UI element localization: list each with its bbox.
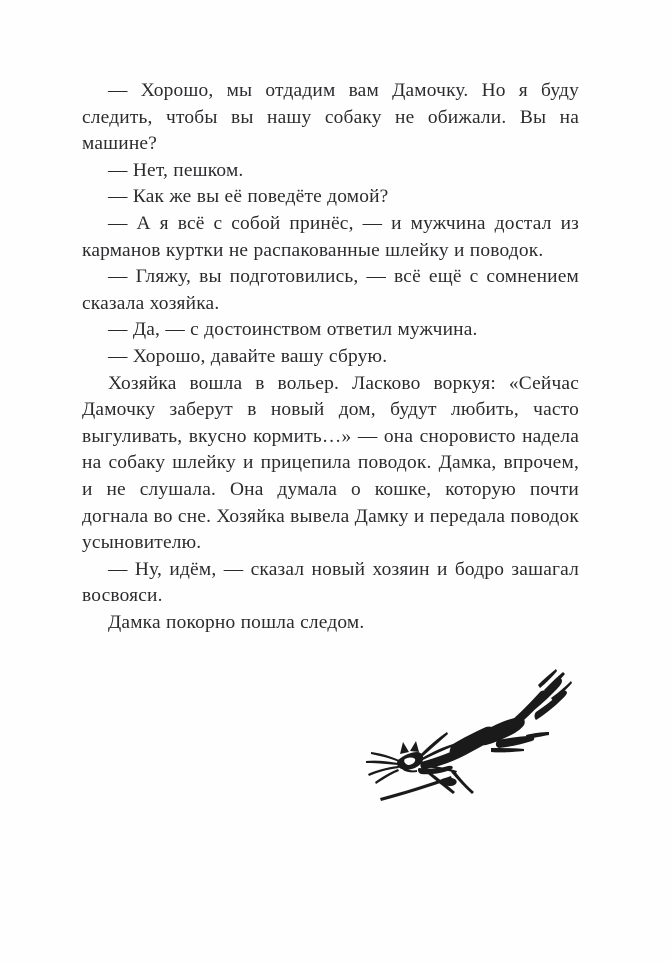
paragraph: — Гляжу, вы подготовились, — всё ещё с сомнением сказала хозяйка. (82, 266, 579, 314)
leaping-cat-illustration (358, 666, 572, 802)
paragraph: Хозяйка вошла в вольер. Ласково воркуя: «Сейчас Дамочку заберут в новый дом, будут любить, часто выгуливать, вкусно кормить…» — она сноровисто надела на собаку шлейку и прицепила поводок. Дамка, впрочем, и не слушала. Она думала о кошке, которую почти догнала во сне. Хозяйка вывела Дамку и передала поводок усыновителю. (82, 372, 579, 554)
paragraph: — А я всё с собой принёс, — и мужчина достал из карманов куртки не распакованные шлейку и поводок. (82, 212, 579, 261)
paragraph: — Хорошо, мы отдадим вам Дамочку. Но я буду следить, чтобы вы нашу собаку не обижали. Вы на машине? (82, 80, 579, 155)
paragraph: — Да, — с достоинством ответил мужчина. (108, 319, 478, 341)
cat-ink-strokes (366, 669, 572, 801)
page-text-column (82, 78, 579, 636)
paragraph: — Ну, идём, — сказал новый хозяин и бодро зашагал восвояси. (82, 558, 579, 607)
paragraph: — Хорошо, давайте вашу сбрую. (108, 345, 388, 367)
paragraph: — Как же вы её поведёте домой? (108, 186, 389, 208)
paragraph: Дамка покорно пошла следом. (108, 611, 365, 633)
paragraph: — Нет, пешком. (108, 159, 244, 181)
